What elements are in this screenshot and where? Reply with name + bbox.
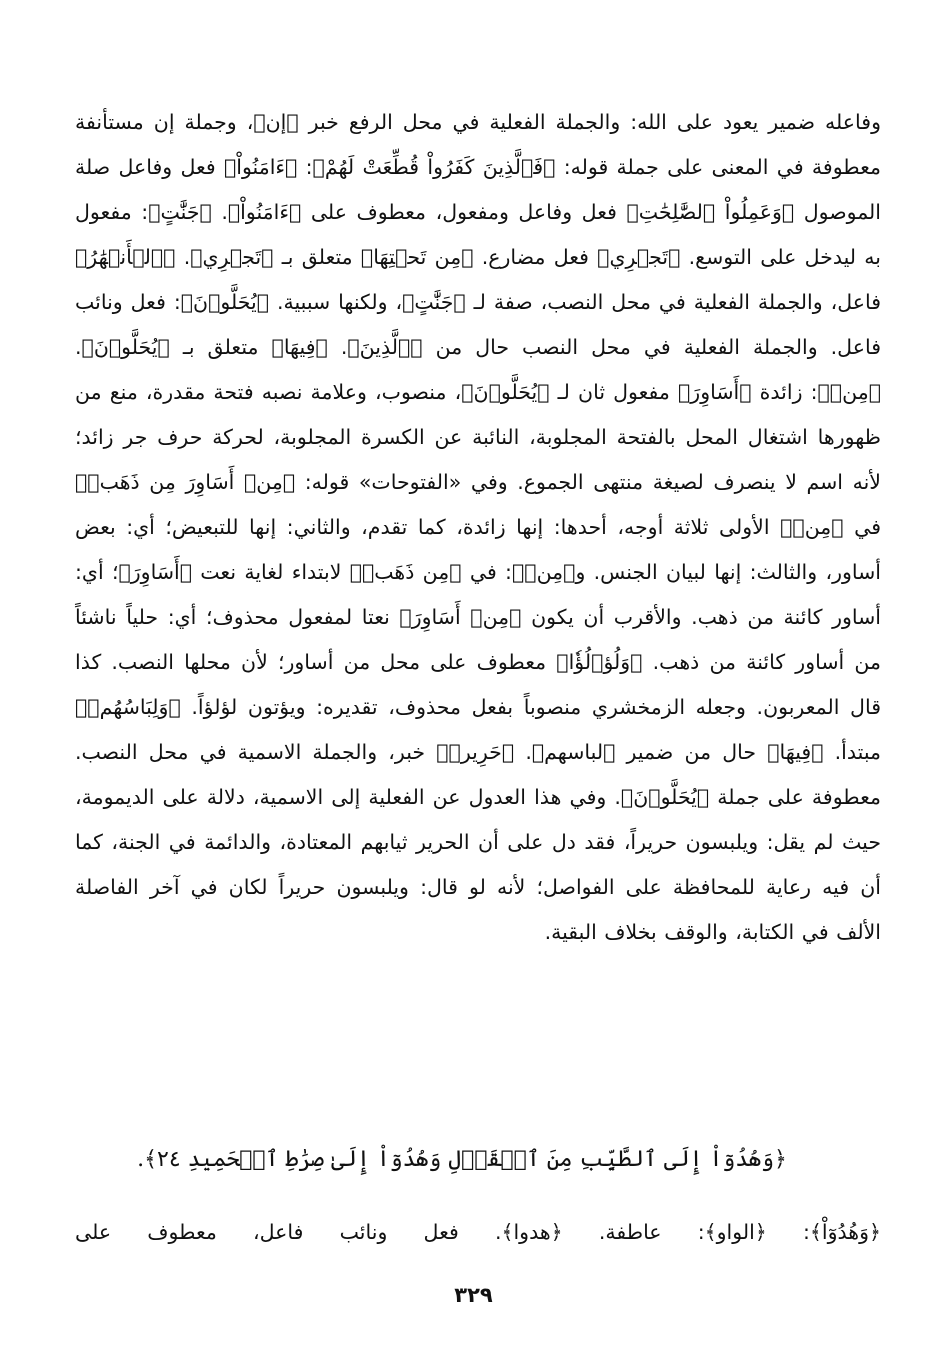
main-text-block xyxy=(75,100,881,955)
main-paragraph: وفاعله ضمير يعود على الله: والجملة الفعلية في محل الرفع خبر ﴿إن﴾، وجملة إن مستأنفة معطوفة في المعنى على جملة قوله: ﴿فَٱلَّذِينَ كَفَرُواْ قُطِّعَتْ لَهُمْ﴾: ﴿ءَامَنُواْ﴾ فعل وفاعل صلة الموصول ﴿وَعَمِلُواْ ٱلصَّٰلِحَٰتِ﴾ فعل وفاعل ومفعول، معطوف على ﴿ءَامَنُواْ﴾. ﴿جَنَّٰتٍ﴾: مفعول به ليدخل على التوسع. ﴿تَجۡرِي﴾ فعل مضارع. ﴿مِن تَحۡتِهَا﴾ متعلق بـ ﴿تَجۡرِي﴾. ﴿ٱلۡأَنۡهَٰرُ﴾ فاعل، والجملة الفعلية في محل النصب، صفة لـ ﴿جَنَّٰتٍ﴾، ولكنها سببية. ﴿يُحَلَّوۡنَ﴾: فعل ونائب فاعل. والجملة الفعلية في محل النصب حال من ﴿ٱلَّذِينَ﴾. ﴿فِيهَا﴾ متعلق بـ ﴿يُحَلَّوۡنَ﴾. ﴿مِنۡ﴾: زائدة ﴿أَسَاوِرَ﴾ مفعول ثان لـ ﴿يُحَلَّوۡنَ﴾، منصوب، وعلامة نصبه فتحة مقدرة، منع من ظهورها اشتغال المحل بالفتحة المجلوبة، النائبة عن الكسرة المجلوبة، لحركة حرف جر زائد؛ لأنه اسم لا ينصرف لصيغة منتهى الجموع. وفي «الفتوحات» قوله: ﴿مِنۡ أَسَاوِرَ مِن ذَهَبٖ﴾ في ﴿مِنۡ﴾ الأولى ثلاثة أوجه، أحدها: إنها زائدة، كما تقدم، والثاني: إنها للتبعيض؛ أي: بعض أساور، والثالث: إنها لبيان الجنس. و﴿مِنۡ﴾: في ﴿مِن ذَهَبٖ﴾ لابتداء لغاية نعت ﴿أَسَاوِرَ﴾؛ أي: أساور كائنة من ذهب. والأقرب أن يكون ﴿مِنۡ أَسَاوِرَ﴾ نعتا لمفعول محذوف؛ أي: حلياً ناشئاً من أساور كائنة من ذهب. ﴿وَلُؤۡلُؤٗا﴾ معطوف على محل من أساور؛ لأن محلها النصب. كذا قال المعربون. وجعله الزمخشري منصوباً بفعل محذوف، تقديره: ويؤتون لؤلؤاً. ﴿وَلِبَاسُهُمۡ﴾ مبتدأ. ﴿فِيهَا﴾ حال من ضمير ﴿لباسهم﴾. ﴿حَرِيرٞ﴾ خبر، والجملة الاسمية في محل النصب. معطوفة على جملة ﴿يُحَلَّوۡنَ﴾. وفي هذا العدول عن الفعلية إلى الاسمية، دلالة على الديمومة، حيث لم يقل: ويلبسون حريراً، فقد دل على أن الحرير ثيابهم المعتادة، والدائمة في الجنة، كما أن فيه رعاية للمحافظة على الفواصل؛ لأنه لو قال: ويلبسون حريراً لكان في آخر الفاصلة الألف في الكتابة، والوقف بخلاف البقية. xyxy=(75,110,881,944)
verse-analysis-text: ﴿وَهُدُوٓاْ﴾: ﴿الواو﴾: عاطفة. ﴿هدوا﴾. فعل ونائب فاعل، معطوف على xyxy=(75,1220,881,1244)
quran-verse: ﴿وَهُدُوٓاْ إِلَى ٱلطَّيِّبِ مِنَ ٱلۡقَوۡلِ وَهُدُوٓاْ إِلَىٰ صِرَٰطِ ٱلۡحَمِيدِ ٢٤﴾. xyxy=(137,1147,787,1172)
page-number: ٣٢٩ xyxy=(454,1283,493,1307)
